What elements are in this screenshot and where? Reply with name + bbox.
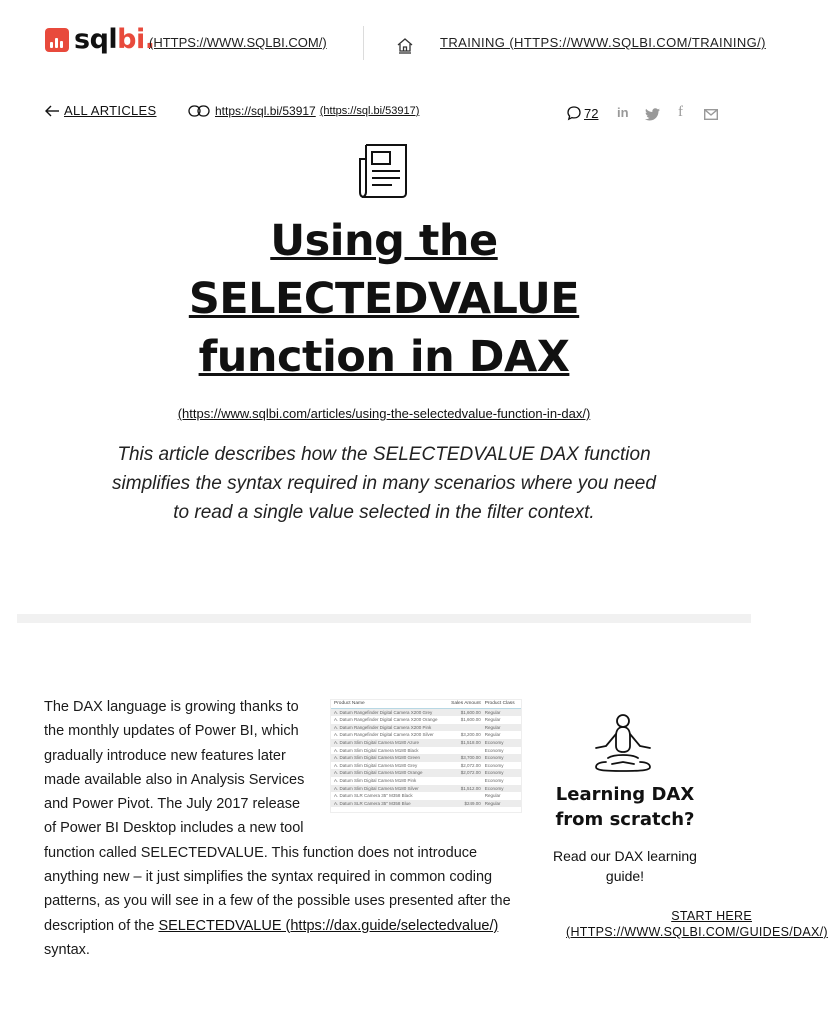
thumbnail-cell: Regular (484, 732, 501, 738)
thumbnail-cell (442, 792, 485, 800)
mail-icon[interactable] (704, 109, 718, 120)
thumbnail-cell: A. Datum Rangefinder Digital Camera X200 Pink (334, 724, 432, 730)
thumbnail-cell: A. Datum Slim Digital Camera M180 Orange (334, 770, 423, 776)
sqlbi-logo[interactable] (45, 25, 155, 55)
article-body (44, 695, 522, 962)
thumbnail-cell: A. Datum Slim Digital Camera M180 Azure (334, 739, 420, 745)
article-icon (358, 141, 410, 199)
logo-url-link[interactable]: (HTTPS://WWW.SQLBI.COM/) (149, 35, 327, 50)
thumbnail-cell: Regular (484, 724, 501, 730)
thumbnail-row (331, 747, 521, 755)
thumbnail-rows (331, 709, 521, 808)
thumbnail-row (331, 762, 521, 770)
facebook-icon[interactable]: f (678, 104, 683, 120)
twitter-icon[interactable] (645, 108, 660, 121)
thumbnail-cell (442, 747, 485, 755)
article-thumbnail[interactable] (330, 699, 522, 813)
article-title[interactable]: Using the SELECTEDVALUE function in DAX (188, 216, 580, 382)
all-articles-label: ALL ARTICLES (64, 103, 157, 118)
short-link[interactable] (188, 104, 419, 118)
thumbnail-cell: Regular (484, 717, 501, 723)
thumbnail-cell: $1,518.00 (460, 739, 481, 745)
thumbnail-cell: Economy (484, 739, 504, 745)
article-paragraph: The DAX language is growing thanks to the monthly updates of Power BI, which gradually introduce new features later made available also in Analysis Services and Power Pivot. The July 2017 release of Power BI Desktop includes a new tool function called SELECTEDVALUE. This function does not introduce anything new – it just simplifies the syntax required in common coding patterns, as you will see in a few of the possible uses presented after the description of the (44, 699, 511, 934)
thumbnail-cell: A. Datum Slim Digital Camera M180 Green (334, 755, 421, 761)
thumbnail-row (331, 777, 521, 785)
thumbnail-cell: $2,072.00 (460, 762, 481, 768)
thumbnail-cell: Economy (484, 777, 504, 783)
thumbnail-cell: Economy (484, 755, 504, 761)
thumbnail-cell: Regular (484, 709, 501, 715)
section-divider (17, 614, 751, 623)
site-header (0, 0, 768, 86)
thumbnail-cell: A. Datum Slim Digital Camera M180 Grey (334, 762, 418, 768)
thumbnail-cell: $1,600.00 (460, 717, 481, 723)
meditation-icon (592, 712, 654, 774)
thumbnail-row (331, 800, 521, 808)
start-here-url: (HTTPS://WWW.SQLBI.COM/GUIDES/DAX/) (566, 925, 828, 939)
short-link-label: https://sql.bi/53917 (215, 104, 316, 118)
thumbnail-cell: $1,600.00 (460, 709, 481, 715)
thumbnail-cell: Economy (484, 785, 504, 791)
header-divider (363, 26, 364, 60)
sidebar-description: Read our DAX learning guide! (553, 848, 697, 884)
thumbnail-row (331, 754, 521, 762)
thumbnail-row (331, 709, 521, 717)
thumbnail-cell: $3,200.00 (460, 732, 481, 738)
thumbnail-row (331, 785, 521, 793)
arrow-left-icon (44, 104, 60, 118)
comments-link[interactable] (566, 105, 598, 121)
thumbnail-cell: A. Datum Slim Digital Camera M180 Silver (334, 785, 419, 791)
thumbnail-row (331, 724, 521, 732)
logo-text: sqlbi. (74, 24, 155, 55)
thumbnail-cell: A. Datum Rangefinder Digital Camera X200 Silver (334, 732, 434, 738)
article-lede: This article describes how the SELECTEDVALUE DAX function simplifies the syntax required in many scenarios where you need to read a single value selected in the filter context. (112, 444, 656, 523)
article-url-link[interactable]: (https://www.sqlbi.com/articles/using-the-selectedvalue-function-in-dax/) (177, 406, 591, 421)
thumbnail-row (331, 739, 521, 747)
thumbnail-cell: Economy (484, 747, 504, 753)
start-here-link[interactable] (566, 908, 828, 940)
thumbnail-cell: Economy (484, 770, 504, 776)
thumbnail-cell: A. Datum Slim Digital Camera M180 Black (334, 747, 419, 753)
thumbnail-row (331, 716, 521, 724)
thumbnail-cell: Economy (484, 762, 504, 768)
thumbnail-row (331, 769, 521, 777)
thumbnail-cell (442, 777, 485, 785)
sidebar-title: Learning DAX from scratch? (555, 784, 695, 830)
thumbnail-cell: $1,512.00 (460, 785, 481, 791)
thumbnail-cell: A. Datum Rangefinder Digital Camera X200 Grey (334, 709, 433, 715)
thumbnail-cell: $249.00 (464, 800, 481, 806)
thumbnail-header-row: Product Name Sales Amount Product Class (331, 700, 521, 709)
comment-bubble-icon (566, 105, 582, 121)
logo-mark-icon (45, 28, 69, 52)
article-paragraph-end: syntax. (44, 941, 90, 958)
thumbnail-cell: $3,700.00 (460, 755, 481, 761)
thumbnail-cell (442, 724, 485, 732)
thumbnail-cell: $2,072.00 (460, 770, 481, 776)
training-nav-link[interactable]: TRAINING (HTTPS://WWW.SQLBI.COM/TRAINING/) (440, 35, 766, 50)
selectedvalue-link[interactable]: SELECTEDVALUE (https://dax.guide/selectedvalue/) (158, 917, 499, 934)
thumbnail-cell: Regular (484, 800, 501, 806)
thumbnail-row (331, 731, 521, 739)
thumbnail-cell: A. Datum SLR Camera 35" M358 Black (334, 793, 413, 799)
short-link-url: (https://sql.bi/53917) (319, 105, 420, 117)
thumbnail-cell: Regular (484, 793, 501, 799)
thumbnail-cell: A. Datum SLR Camera 35" M358 Blue (334, 800, 411, 806)
link-icon (188, 104, 210, 118)
thumbnail-cell: A. Datum Slim Digital Camera M180 Pink (334, 777, 417, 783)
all-articles-link[interactable] (44, 103, 156, 118)
thumbnail-cell: A. Datum Rangefinder Digital Camera X200 Orange (334, 717, 438, 723)
home-icon[interactable] (396, 36, 414, 54)
thumbnail-row (331, 792, 521, 800)
comment-count: 72 (584, 105, 599, 121)
linkedin-icon[interactable]: in (617, 105, 629, 120)
start-here-label: START HERE (671, 909, 752, 923)
